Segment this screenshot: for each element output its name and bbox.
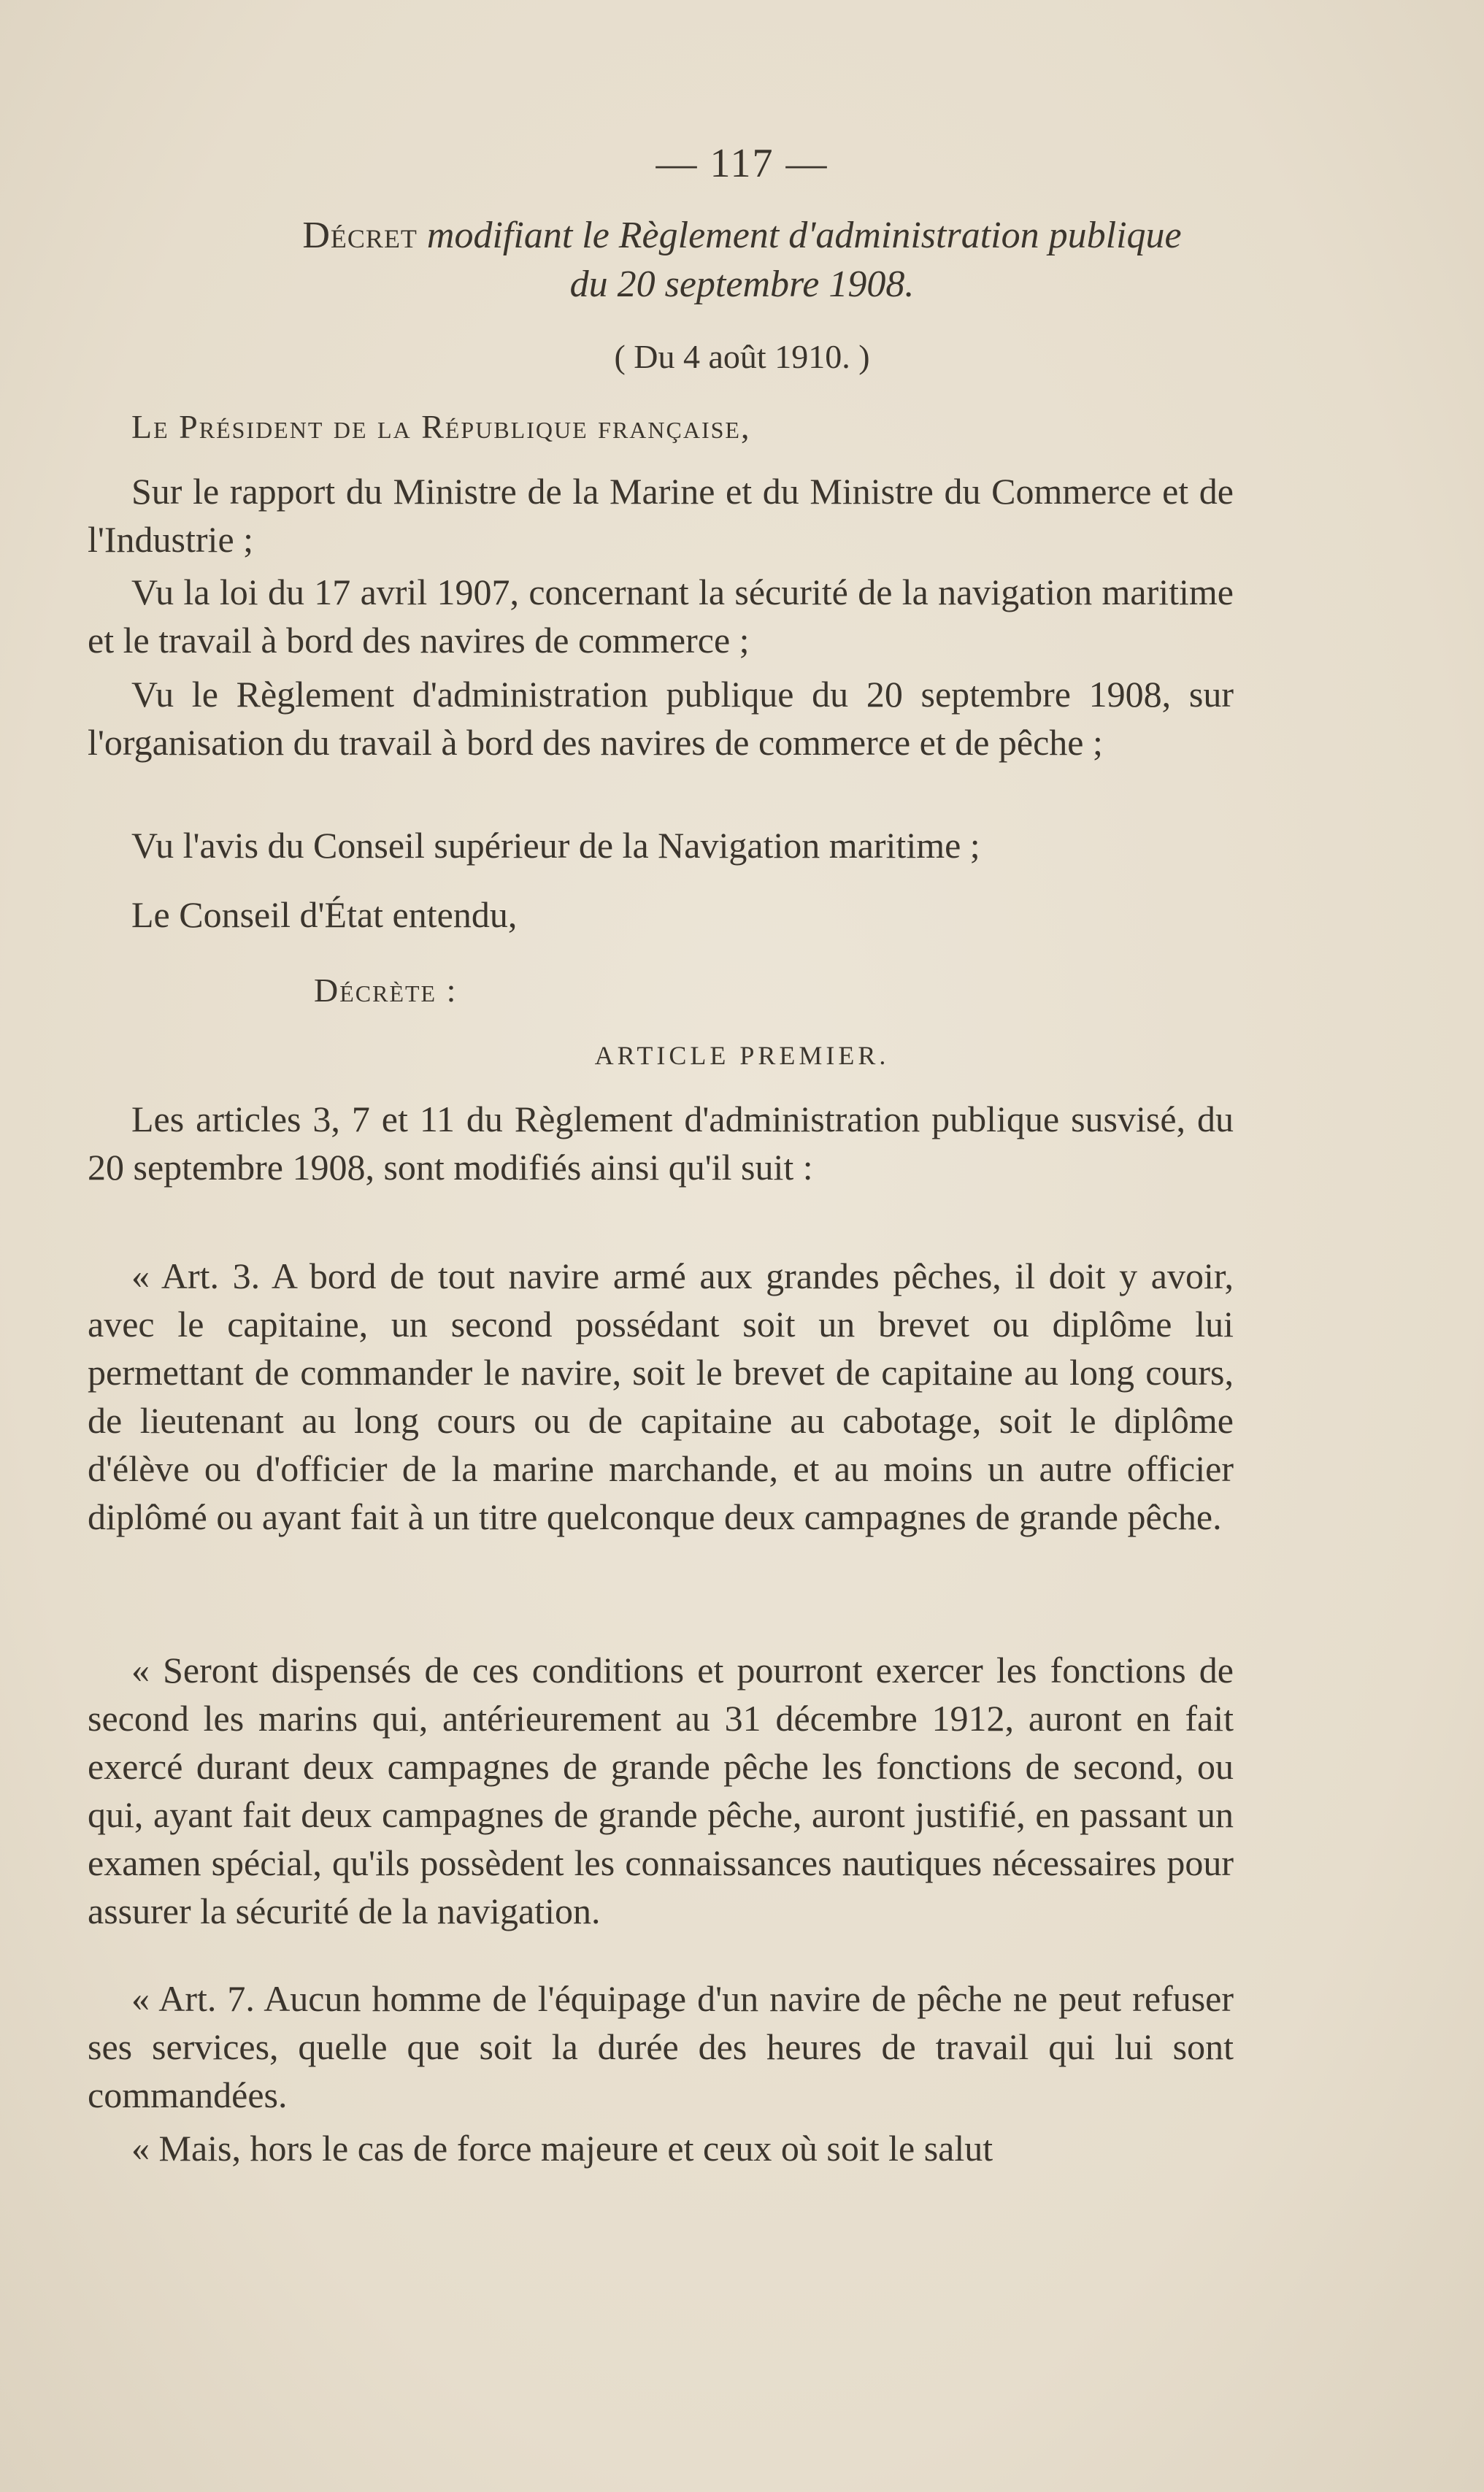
paragraph-conseil-etat: Le Conseil d'État entendu,	[131, 894, 518, 935]
president-heading: Le Président de la République française,	[131, 408, 751, 445]
paragraph-art-7: « Art. 7. Aucun homme de l'équipage d'un navire de pêche ne peut refuser ses services, quelle que soit la durée des heures de travail qui lui sont commandées.	[88, 1978, 1234, 2115]
paragraph-avis: Vu l'avis du Conseil supérieur de la Navigation maritime ;	[131, 825, 980, 866]
paragraph-reglement: Vu le Règlement d'administration publique du 20 septembre 1908, sur l'organisation du travail à bord des navires de commerce et de pêche ;	[88, 674, 1234, 763]
decree-title-rest: modifiant le Règlement d'administration publique	[426, 215, 1182, 256]
paragraph-art-3: « Art. 3. A bord de tout navire armé aux grandes pêches, il doit y avoir, avec le capitaine, un second possédant soit un brevet ou diplôme lui permettant de commander le navire, soit le brevet de capitaine au long cours, de lieutenant au long cours ou de capitaine au cabotage, soit le diplôme d'élève ou d'officier de la marine marchande, et au moins un autre officier diplômé ou ayant fait à un titre quelconque deux campagnes de grande pêche.	[88, 1255, 1234, 1537]
paragraph-loi: Vu la loi du 17 avril 1907, concernant la sécurité de la navigation maritime et le travail à bord des navires de commerce ;	[88, 572, 1234, 661]
paragraph-articles-modifies: Les articles 3, 7 et 11 du Règlement d'administration publique susvisé, du 20 septembre 1908, sont modifiés ainsi qu'il suit :	[88, 1099, 1234, 1188]
decree-date: ( Du 4 août 1910. )	[614, 338, 870, 375]
decree-title-word: Décret	[302, 215, 418, 256]
decree-title-line-2: du 20 septembre 1908.	[569, 264, 915, 305]
paragraph-dispenses: « Seront dispensés de ces conditions et pourront exercer les fonctions de second les marins qui, antérieurement au 31 décembre 1912, auront en fait exercé durant deux campagnes de grande pêche les fonctions de second, ou qui, ayant fait deux campagnes de grande pêche, auront justifié, en passant un examen spécial, qu'ils possèdent les connaissances nautiques nécessaires pour assurer la sécurité de la navigation.	[88, 1650, 1234, 1931]
decrete-label: Décrète :	[314, 972, 458, 1009]
paragraph-mais: « Mais, hors le cas de force majeure et ceux où soit le salut	[131, 2128, 993, 2169]
page-number: — 117 —	[656, 141, 828, 186]
article-heading: ARTICLE PREMIER.	[594, 1041, 890, 1070]
paragraph-rapport: Sur le rapport du Ministre de la Marine et du Ministre du Commerce et de l'Industrie ;	[88, 471, 1234, 560]
decree-title-line-1	[0, 214, 1484, 257]
